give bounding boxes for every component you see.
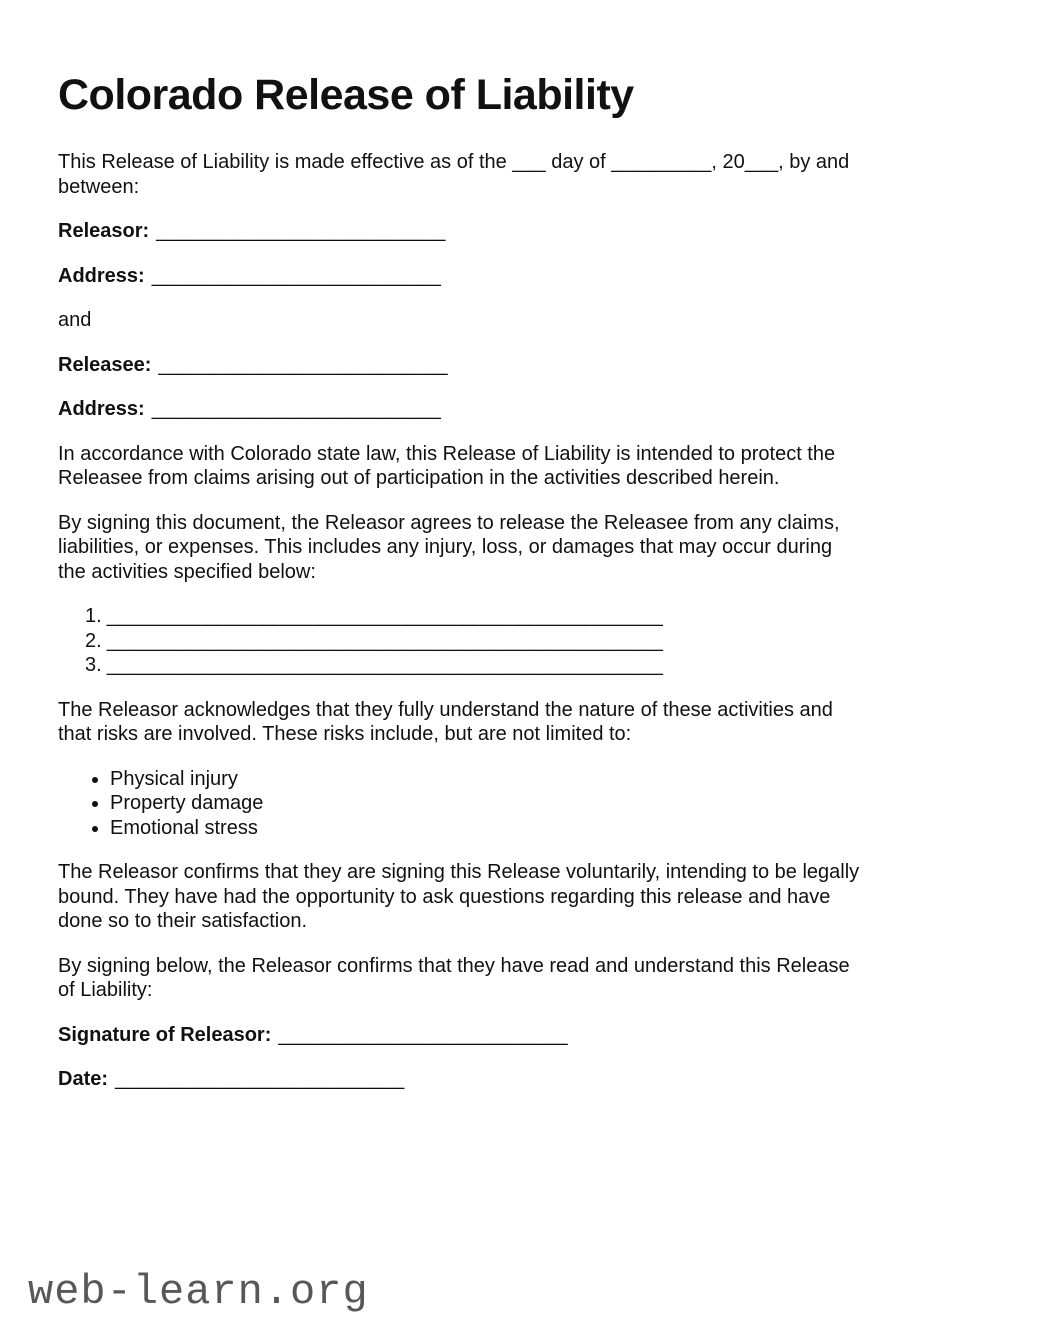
date-blank-line: __________________________ [115, 1068, 405, 1090]
releasor-label: Releasor: [58, 220, 150, 242]
signature-label: Signature of Releasor: [58, 1023, 272, 1046]
acknowledge-paragraph [58, 698, 979, 747]
text-line: By signing this document, the Releasor agrees to release the Releasee from any claims, [58, 511, 840, 534]
release-paragraph [58, 511, 979, 585]
signing-below-paragraph [58, 954, 979, 1003]
activity-number: 1. [85, 605, 102, 627]
releasor-blank-line: __________________________ [156, 220, 446, 242]
releasee-address-field [58, 397, 979, 422]
signature-blank-line: __________________________ [278, 1023, 568, 1046]
text-line: liabilities, or expenses. This includes any injury, loss, or damages that may occur during [58, 536, 833, 558]
activities-list [58, 604, 979, 678]
text-line: that risks are involved. These risks include, but are not limited to: [58, 723, 632, 745]
activity-number: 2. [85, 629, 102, 652]
releasor-address-blank-line: __________________________ [151, 264, 441, 287]
text-line: Releasee from claims arising out of participation in the activities described herein. [58, 467, 780, 489]
text-line: The Releasor confirms that they are signing this Release voluntarily, intending to be legally [58, 861, 860, 883]
text-line: the activities specified below: [58, 560, 316, 583]
activity-line [85, 653, 979, 678]
watermark-web-learn: web-learn.org [28, 1268, 369, 1316]
activity-line [85, 629, 979, 654]
releasor-field [58, 219, 979, 244]
releasee-address-label: Address: [58, 398, 145, 420]
activity-blank-line: __________________________________________________ [106, 605, 663, 627]
risks-list [58, 767, 979, 841]
intro-paragraph [58, 150, 979, 199]
releasee-blank-line: __________________________ [158, 353, 448, 376]
activity-number: 3. [85, 654, 102, 676]
releasee-address-blank-line: __________________________ [151, 398, 441, 420]
signature-field [58, 1023, 979, 1048]
text-line: between: [58, 175, 140, 198]
risk-item: • Property damage [110, 791, 979, 816]
text-line: This Release of Liability is made effective as of the ___ day of _________, 20___, by and [58, 151, 850, 173]
releasee-label: Releasee: [58, 353, 152, 376]
risk-item: • Physical injury [110, 767, 979, 792]
text-line: In accordance with Colorado state law, this Release of Liability is intended to protect the [58, 442, 836, 465]
text-line: The Releasor acknowledges that they fully understand the nature of these activities and [58, 698, 833, 721]
and-text: and [58, 309, 92, 331]
activity-blank-line: __________________________________________________ [106, 654, 663, 676]
releasor-address-label: Address: [58, 264, 145, 287]
activity-line [85, 604, 979, 629]
text-line: By signing below, the Releasor confirms that they have read and understand this Release [58, 954, 850, 977]
activity-blank-line: __________________________________________________ [106, 629, 663, 652]
text-line: done so to their satisfaction. [58, 910, 308, 932]
text-line: of Liability: [58, 979, 153, 1001]
date-label: Date: [58, 1068, 109, 1090]
releasee-field [58, 353, 979, 378]
date-field [58, 1067, 979, 1092]
voluntary-paragraph [58, 860, 979, 934]
document-title: Colorado Release of Liability [58, 71, 634, 119]
accordance-paragraph [58, 442, 979, 491]
risk-item: • Emotional stress [110, 816, 979, 841]
releasor-address-field [58, 264, 979, 289]
text-line: bound. They have had the opportunity to ask questions regarding this release and have [58, 885, 831, 908]
